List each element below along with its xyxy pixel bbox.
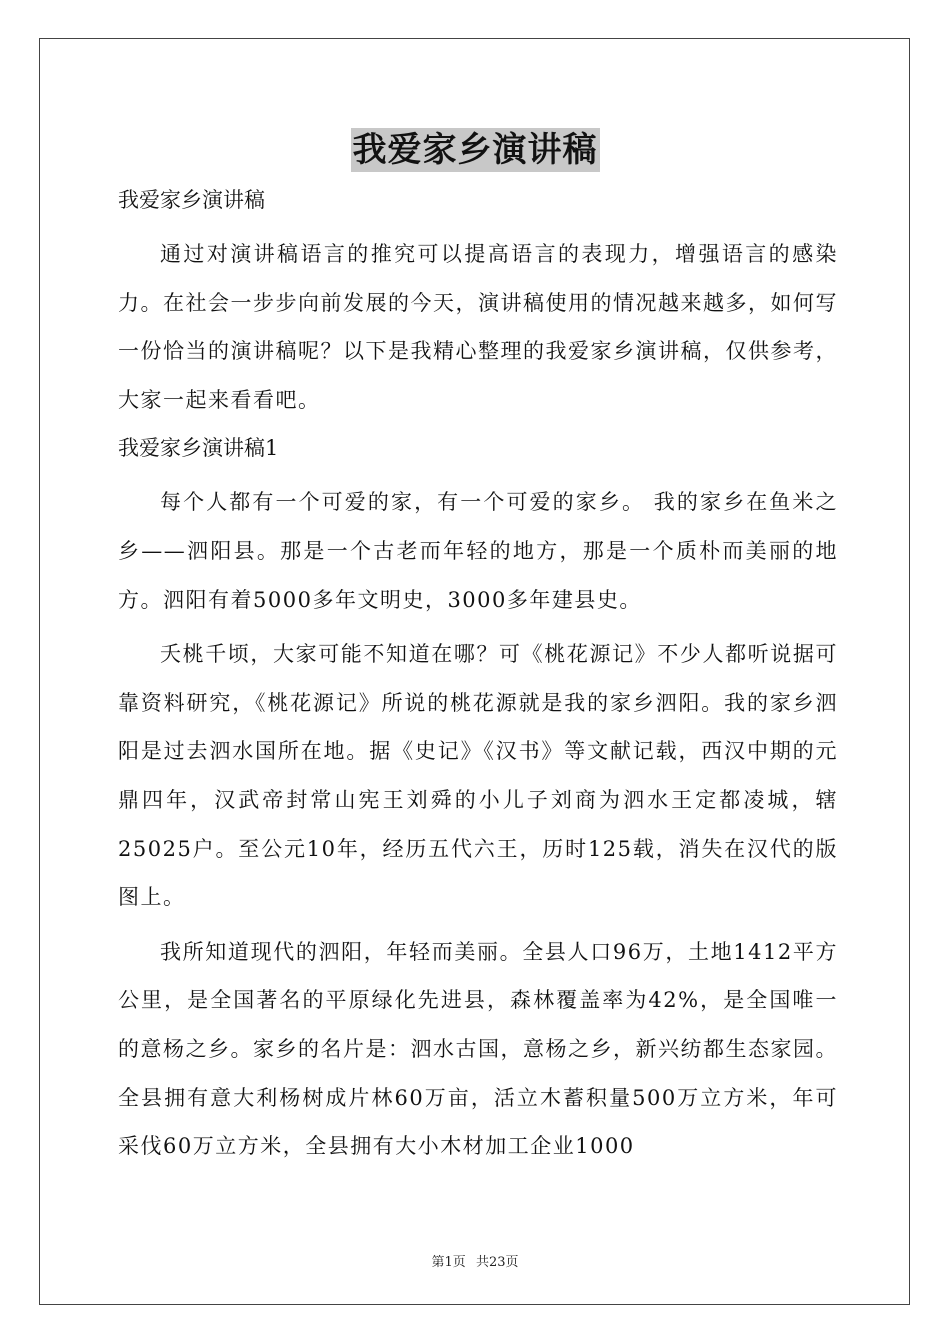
page-footer bbox=[0, 1251, 950, 1270]
document-title bbox=[0, 128, 950, 172]
body-paragraph-3: 我所知道现代的泗阳，年轻而美丽。全县人口96万，土地1412平方公里，是全国著名的平原绿化先进县，森林覆盖率为42%，是全国唯一的意杨之乡。家乡的名片是：泗水古国，意杨之乡，新兴纺都生态家园。全县拥有意大利杨树成片林60万亩，活立木蓄积量500万立方米，年可采伐60万立方米，全县拥有大小木材加工企业1000 bbox=[118, 939, 838, 1159]
page-total: 共23页 bbox=[475, 1255, 519, 1270]
page-number: 第1页 bbox=[431, 1255, 466, 1270]
section-heading: 我爱家乡演讲稿1 bbox=[118, 436, 279, 461]
document-body bbox=[118, 176, 838, 1171]
document-title-text: 我爱家乡演讲稿 bbox=[352, 130, 598, 170]
body-paragraph-2: 夭桃千顷，大家可能不知道在哪？可《桃花源记》不少人都听说据可靠资料研究，《桃花源记》所说的桃花源就是我的家乡泗阳。我的家乡泗阳是过去泗水国所在地。据《史记》《汉书》等文献记载，西汉中期的元鼎四年，汉武帝封常山宪王刘舜的小儿子刘商为泗水王定都凌城，辖25025户。至公元10年，经历五代六王，历时125载，消失在汉代的版图上。 bbox=[118, 642, 838, 910]
document-subtitle: 我爱家乡演讲稿 bbox=[118, 188, 265, 212]
body-paragraph-1: 每个人都有一个可爱的家，有一个可爱的家乡。 我的家乡在鱼米之乡——泗阳县。那是一个古老而年轻的地方，那是一个质朴而美丽的地方。泗阳有着5000多年文明史，3000多年建县史。 bbox=[118, 490, 838, 612]
intro-paragraph: 通过对演讲稿语言的推究可以提高语言的表现力，增强语言的感染力。在社会一步步向前发展的今天，演讲稿使用的情况越来越多，如何写一份恰当的演讲稿呢？以下是我精心整理的我爱家乡演讲稿，仅供参考，大家一起来看看吧。 bbox=[118, 242, 838, 412]
